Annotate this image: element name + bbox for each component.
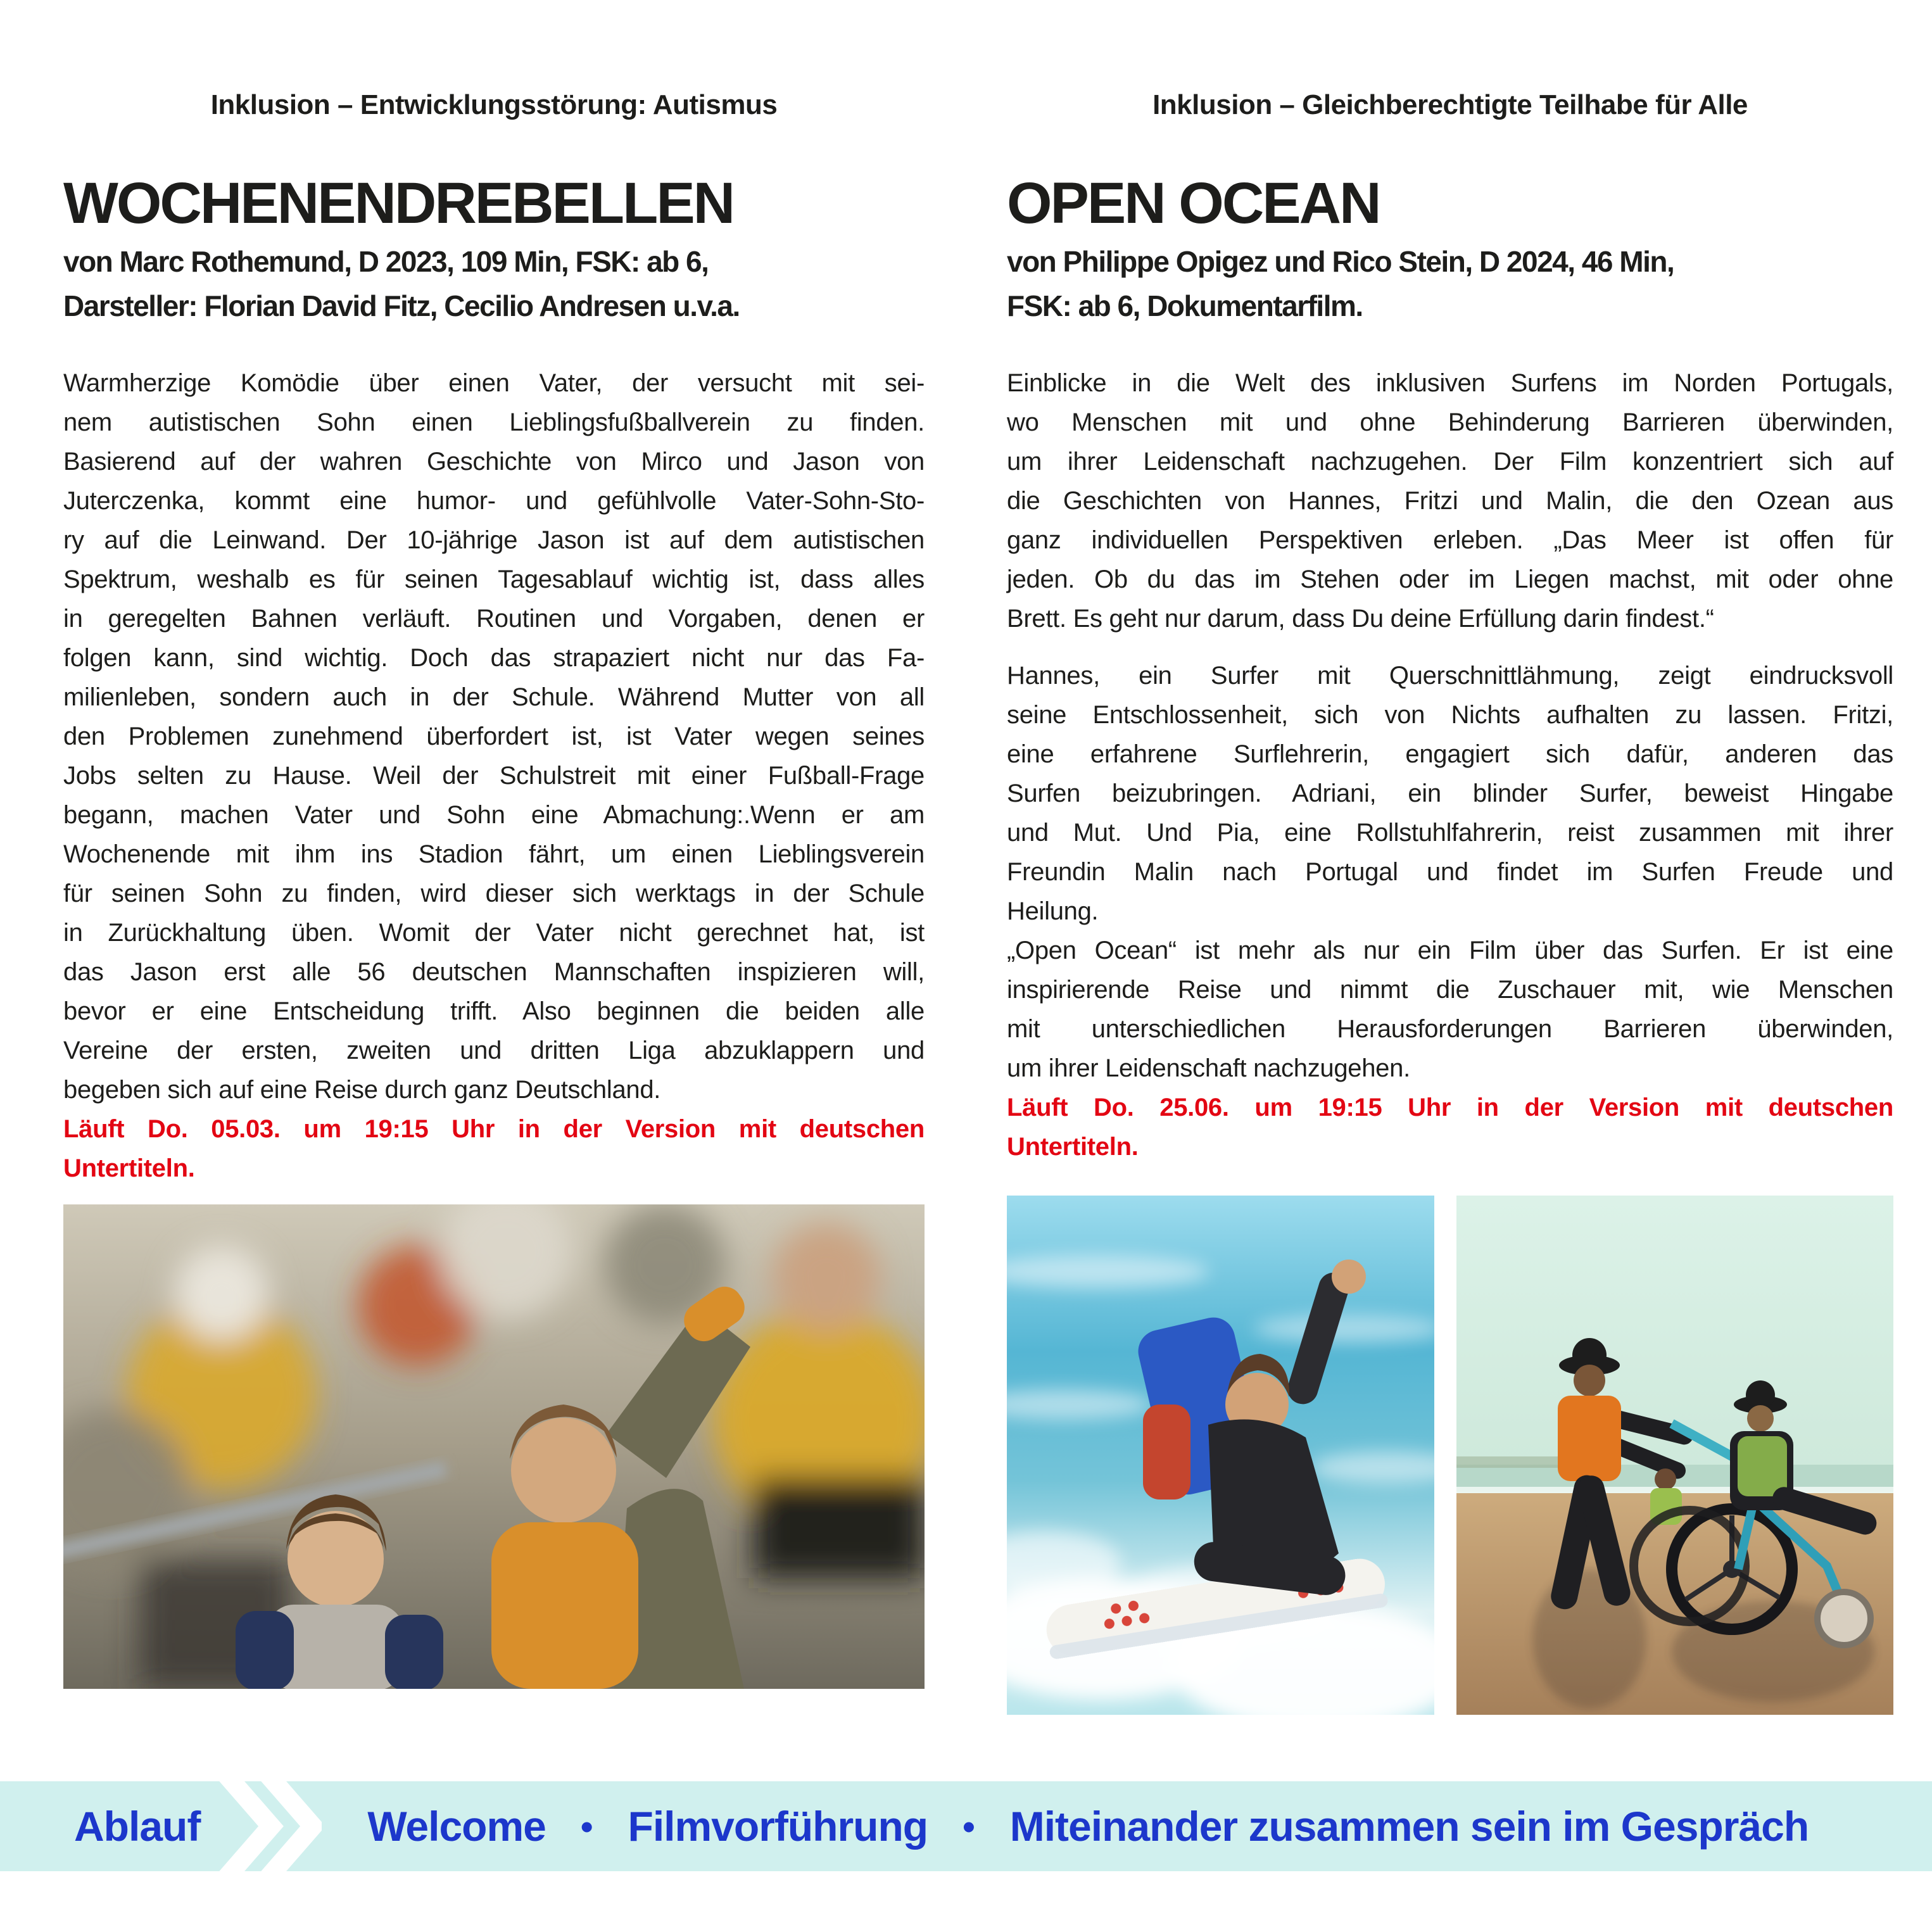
text-line: Vereine der ersten, zweiten und dritten Liga abzuklappern und [63, 1037, 925, 1064]
footer-program-items [367, 1802, 1809, 1850]
screening-line: Untertiteln. [63, 1154, 195, 1182]
bullet-separator: • [580, 1806, 593, 1847]
bullet-separator: • [963, 1806, 975, 1847]
text-line: und Mut. Und Pia, eine Rollstuhlfahrerin, reist zusammen mit ihrer [1007, 819, 1893, 847]
right-film-title: OPEN OCEAN [1007, 171, 1380, 236]
footer-item-welcome: Welcome [367, 1803, 546, 1850]
text-line: Heilung. [1007, 897, 1099, 925]
screening-line: Läuft Do. 05.03. um 19:15 Uhr in der Version mit deutschen [63, 1115, 925, 1143]
text-line: jeden. Ob du das im Stehen oder im Liegen machst, mit oder ohne [1007, 565, 1893, 593]
text-line: nem autistischen Sohn einen Lieblingsfußballverein zu finden. [63, 408, 925, 436]
text-line: Einblicke in die Welt des inklusiven Surfens im Norden Portugals, [1007, 369, 1893, 397]
left-body [63, 363, 925, 1188]
left-film-title: WOCHENENDREBELLEN [63, 171, 734, 236]
footer-schedule-bar [0, 1781, 1932, 1871]
text-line: Spektrum, weshalb es für seinen Tagesablauf wichtig ist, dass alles [63, 565, 925, 593]
text-line: Juterczenka, kommt eine humor- und gefühlvolle Vater-Sohn-Sto- [63, 487, 925, 515]
right-kicker: Inklusion – Gleichberechtigte Teilhabe für Alle [1152, 89, 1748, 120]
text-line: begeben sich auf eine Reise durch ganz Deutschland. [63, 1076, 661, 1104]
left-screening-info [63, 1109, 925, 1188]
text-line: ry auf die Leinwand. Der 10-jährige Jason ist auf dem autistischen [63, 526, 925, 554]
footer-item-miteinander: Miteinander zusammen sein im Gespräch [1009, 1803, 1809, 1850]
text-line: milienleben, sondern auch in der Schule. Während Mutter von all [63, 683, 925, 711]
adaptive-surfing-photo [1007, 1196, 1434, 1715]
left-kicker: Inklusion – Entwicklungsstörung: Autismus [210, 89, 778, 120]
screening-line: Läuft Do. 25.06. um 19:15 Uhr in der Version mit deutschen [1007, 1094, 1893, 1121]
article-wochenendrebellen [63, 89, 925, 1715]
right-synopsis-p2 [1007, 656, 1893, 931]
footer-label-ablauf: Ablauf [74, 1803, 201, 1850]
text-line: bevor er eine Entscheidung trifft. Also beginnen die beiden alle [63, 997, 925, 1025]
right-synopsis-p3 [1007, 931, 1893, 1088]
text-line: Surfen beizubringen. Adriani, ein blinder Surfer, beweist Hingabe [1007, 780, 1893, 807]
text-line: Basierend auf der wahren Geschichte von Mirco und Jason von [63, 448, 925, 476]
screening-line: Untertiteln. [1007, 1133, 1139, 1161]
text-line: den Problemen zunehmend überfordert ist, ist Vater wegen seines [63, 723, 925, 750]
right-synopsis-p1 [1007, 363, 1893, 638]
text-line: Jobs selten zu Hause. Weil der Schulstreit mit einer Fußball-Frage [63, 762, 925, 790]
credit-line: von Marc Rothemund, D 2023, 109 Min, FSK: ab 6, [63, 245, 709, 278]
text-line: in Zurückhaltung üben. Womit der Vater nicht gerechnet hat, ist [63, 919, 925, 947]
credit-line: von Philippe Opigez und Rico Stein, D 2024, 46 Min, [1007, 245, 1674, 278]
text-line: für seinen Sohn zu finden, wird dieser sich werktags in der Schule [63, 880, 925, 907]
right-photo-row [1007, 1196, 1893, 1715]
text-line: wo Menschen mit und ohne Behinderung Barrieren überwinden, [1007, 408, 1893, 436]
text-line: ganz individuellen Perspektiven erleben. „Das Meer ist offen für [1007, 526, 1893, 554]
right-body [1007, 363, 1893, 1166]
credit-line: FSK: ab 6, Dokumentarfilm. [1007, 289, 1363, 322]
text-line: Wochenende mit ihm ins Stadion fährt, um einen Lieblingsverein [63, 840, 925, 868]
left-credits [63, 239, 925, 328]
footer-item-filmvorfuehrung: Filmvorführung [628, 1803, 928, 1850]
text-line: um ihrer Leidenschaft nachzugehen. [1007, 1054, 1410, 1082]
text-line: begann, machen Vater und Sohn eine Abmachung:.Wenn er am [63, 801, 925, 829]
text-line: folgen kann, sind wichtig. Doch das strapaziert nicht nur das Fa- [63, 644, 925, 672]
credit-line: Darsteller: Florian David Fitz, Cecilio Andresen u.v.a. [63, 289, 740, 322]
text-line: seine Entschlossenheit, sich von Nichts aufhalten zu lassen. Fritzi, [1007, 701, 1893, 729]
right-screening-info [1007, 1088, 1893, 1166]
article-open-ocean [1007, 89, 1893, 1715]
text-line: Hannes, ein Surfer mit Querschnittlähmung, zeigt eindrucksvoll [1007, 662, 1893, 690]
double-chevron-right-icon [215, 1781, 322, 1871]
text-line: Brett. Es geht nur darum, dass Du deine Erfüllung darin findest.“ [1007, 605, 1714, 633]
text-line: in geregelten Bahnen verläuft. Routinen und Vorgaben, denen er [63, 605, 925, 633]
right-credits [1007, 239, 1893, 328]
stadium-photo [63, 1204, 925, 1689]
text-line: eine erfahrene Surflehrerin, engagiert sich dafür, anderen das [1007, 740, 1893, 768]
text-line: mit unterschiedlichen Herausforderungen Barrieren überwinden, [1007, 1015, 1893, 1043]
text-line: die Geschichten von Hannes, Fritzi und Malin, die den Ozean aus [1007, 487, 1893, 515]
text-line: „Open Ocean“ ist mehr als nur ein Film über das Surfen. Er ist eine [1007, 937, 1893, 964]
beach-wheelchair-photo [1456, 1196, 1893, 1715]
text-line: das Jason erst alle 56 deutschen Mannschaften inspizieren will, [63, 958, 925, 986]
text-line: inspirierende Reise und nimmt die Zuschauer mit, wie Menschen [1007, 976, 1893, 1004]
text-line: Warmherzige Komödie über einen Vater, der versucht mit sei- [63, 369, 925, 397]
text-line: Freundin Malin nach Portugal und findet im Surfen Freude und [1007, 858, 1893, 886]
text-line: um ihrer Leidenschaft nachzugehen. Der Film konzentriert sich auf [1007, 448, 1893, 476]
left-synopsis [63, 363, 925, 1109]
